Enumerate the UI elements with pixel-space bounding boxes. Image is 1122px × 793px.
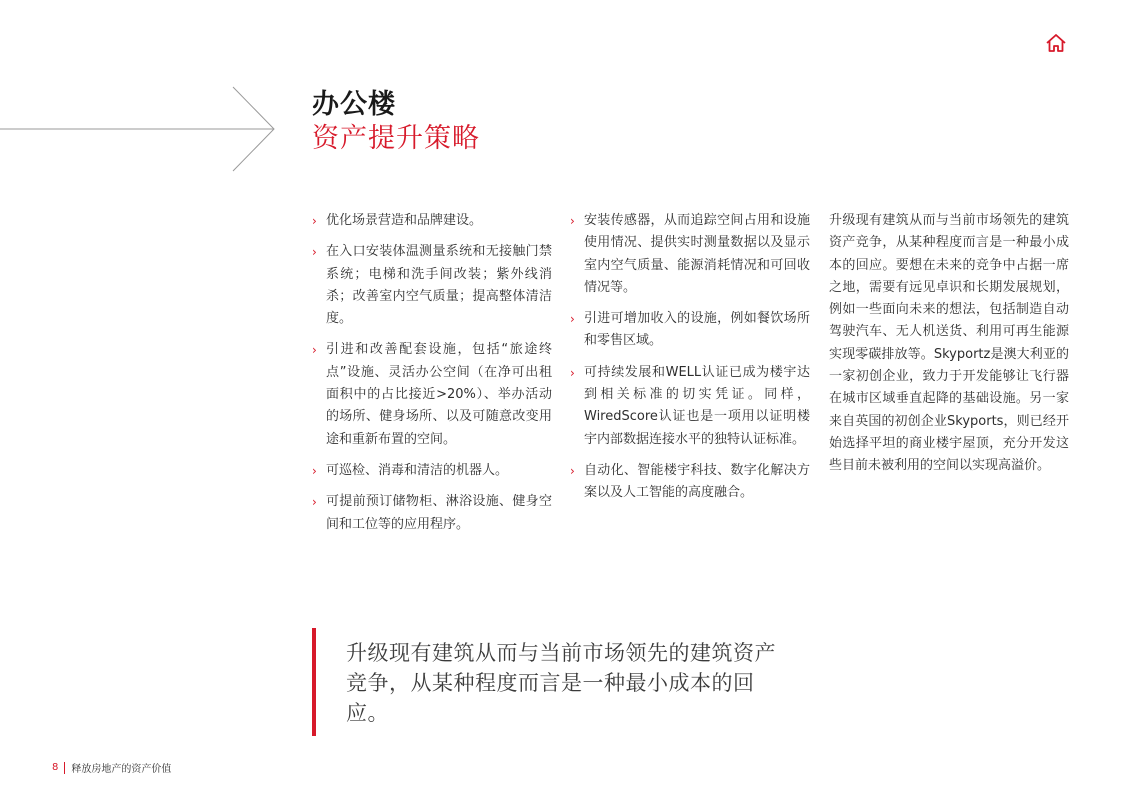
- footer-divider: [64, 762, 65, 774]
- page-subtitle: 资产提升策略: [312, 123, 480, 154]
- list-item: › 自动化、智能楼宇科技、数字化解决方案以及人工智能的高度融合。: [570, 460, 810, 505]
- list-item: › 可提前预订储物柜、淋浴设施、健身空间和工位等的应用程序。: [312, 491, 552, 536]
- footer: [52, 760, 171, 775]
- document-title: 释放房地产的资产价值: [71, 764, 172, 775]
- chevron-right-icon: ›: [312, 214, 317, 228]
- column-3-paragraph: 升级现有建筑从而与当前市场领先的建筑资产竞争，从某种程度而言是一种最小成本的回应。要想在未来的竞争中占据一席之地，需要有远见卓识和长期发展规划，例如一些面向未来的想法，包括制造自动驾驶汽车、无人机送货、利用可再生能源实现零碳排放等。Skyportz是澳大利亚的一家初创企业，致力于开发能够让飞行器在城市区域垂直起降的基础设施。另一家来自英国的初创企业Skyports，则已经开始选择平坦的商业楼宇屋顶，充分开发这些目前未被利用的空间以实现高溢价。: [829, 213, 1069, 474]
- list-item: › 可持续发展和WELL认证已成为楼宇达到相关标准的切实凭证。同样，WiredScore认证也是一项用以证明楼宇内部数据连接水平的独特认证标准。: [570, 362, 810, 451]
- chevron-right-icon: ›: [570, 214, 575, 228]
- quote-accent-bar: [312, 628, 316, 736]
- chevron-right-icon: ›: [570, 463, 575, 478]
- list-item: › 优化场景营造和品牌建设。: [312, 210, 552, 232]
- chevron-right-icon: ›: [570, 312, 575, 327]
- list-item: › 引进和改善配套设施，包括“旅途终点”设施、灵活办公空间（在净可出租面积中的占比接近>20%）、举办活动的场所、健身场所、以及可随意改变用途和重新布置的空间。: [312, 339, 552, 450]
- column-1: [312, 210, 552, 545]
- quote-text: 升级现有建筑从而与当前市场领先的建筑资产竞争，从某种程度而言是一种最小成本的回应。: [346, 641, 776, 725]
- arrow-graphic: [0, 84, 280, 174]
- pull-quote: [312, 628, 782, 736]
- list-item: › 引进可增加收入的设施，例如餐饮场所和零售区域。: [570, 308, 810, 353]
- list-item: › 可巡检、消毒和清洁的机器人。: [312, 460, 552, 482]
- page-number: 8: [52, 762, 59, 773]
- chevron-right-icon: ›: [312, 245, 317, 260]
- chevron-right-icon: ›: [312, 343, 317, 358]
- home-icon[interactable]: [1045, 33, 1067, 53]
- title-block: [312, 88, 480, 156]
- list-item: › 在入口安装体温测量系统和无接触门禁系统；电梯和洗手间改装；紫外线消杀；改善室内空气质量；提高整体清洁度。: [312, 241, 552, 330]
- chevron-right-icon: ›: [570, 365, 575, 380]
- bullet-list-2: [570, 210, 810, 505]
- list-item: › 安装传感器，从而追踪空间占用和设施使用情况、提供实时测量数据以及显示室内空气质量、能源消耗情况和可回收情况等。: [570, 210, 810, 299]
- chevron-right-icon: ›: [312, 495, 317, 510]
- page-title: 办公楼: [312, 89, 396, 120]
- column-2: [570, 210, 810, 514]
- bullet-list-1: [312, 210, 552, 536]
- chevron-right-icon: ›: [312, 463, 317, 478]
